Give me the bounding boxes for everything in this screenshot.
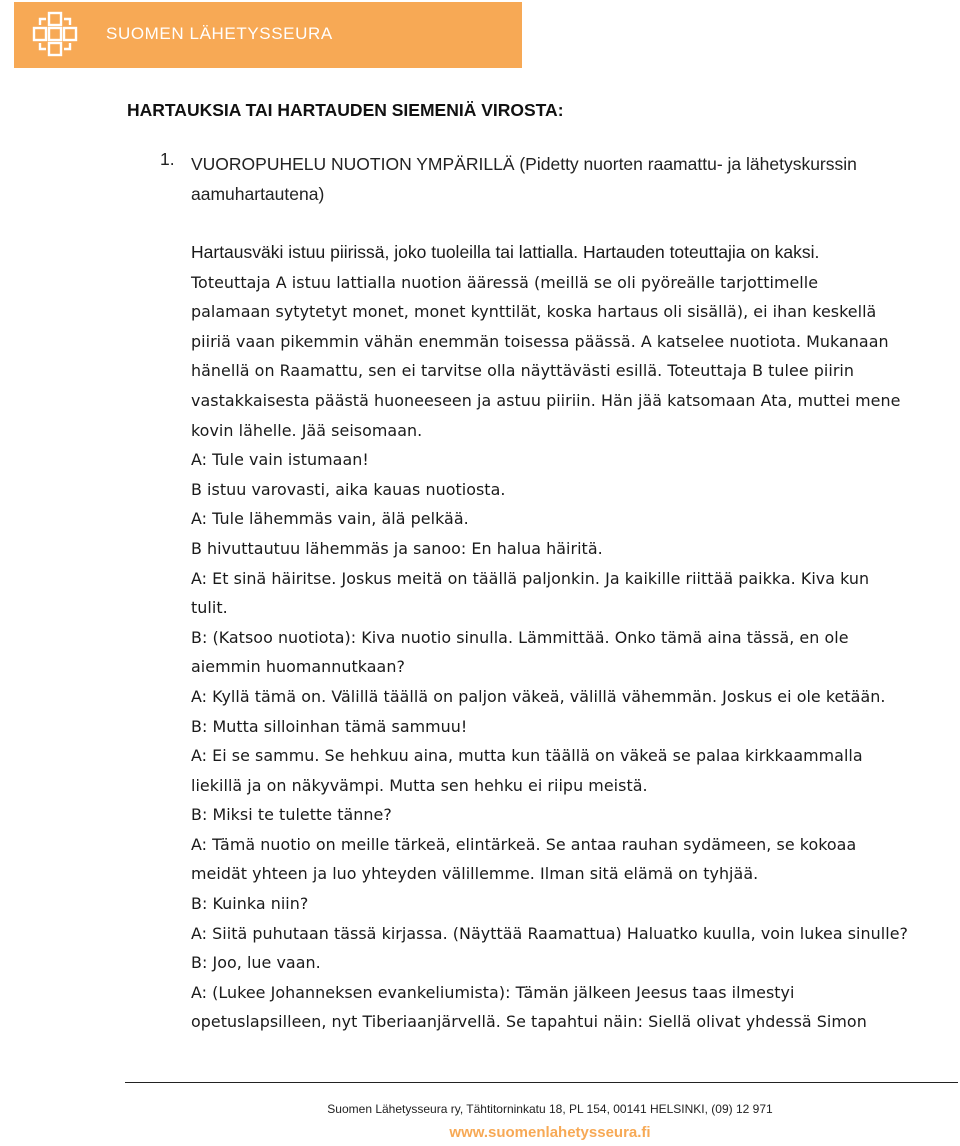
footer-address: Suomen Lähetysseura ry, Tähtitorninkatu 18, PL 154, 00141 HELSINKI, (09) 12 971 <box>327 1102 773 1116</box>
text-line: B: Mutta silloinhan tämä sammuu! <box>191 716 468 736</box>
organization-name: SUOMEN LÄHETYSSEURA <box>106 24 333 43</box>
text-line: Toteuttaja A istuu lattialla nuotion ääressä (meillä se oli pyöreälle tarjottimelle <box>191 272 819 292</box>
text-line: aiemmin huomannutkaan? <box>191 657 405 677</box>
text-line: A: Et sinä häiritse. Joskus meitä on täällä paljonkin. Ja kaikille riittää paikka. Kiva kun <box>191 568 870 588</box>
text-line: A: (Lukee Johanneksen evankeliumista): Tämän jälkeen Jeesus taas ilmestyi <box>191 982 795 1002</box>
text-line: A: Siitä puhutaan tässä kirjassa. (Näyttää Raamattua) Haluatko kuulla, voin lukea sinulle? <box>191 923 909 943</box>
document-heading: HARTAUKSIA TAI HARTAUDEN SIEMENIÄ VIROSTA: <box>127 100 564 120</box>
text-line: B istuu varovasti, aika kauas nuotiosta. <box>191 479 506 499</box>
text-line: B: Joo, lue vaan. <box>191 953 321 973</box>
text-line: B hivuttautuu lähemmäs ja sanoo: En halua häiritä. <box>191 538 603 558</box>
text-line: A: Tämä nuotio on meille tärkeä, elintärkeä. Se antaa rauhan sydämeen, se kokoaa <box>191 834 857 854</box>
text-line: liekillä ja on näkyvämpi. Mutta sen hehku ei riipu meistä. <box>191 775 648 795</box>
document-body <box>191 238 956 1037</box>
text-line: meidät yhteen ja luo yhteyden välillemme. Ilman sitä elämä on tyhjää. <box>191 864 759 884</box>
text-line: A: Tule vain istumaan! <box>191 450 369 470</box>
section-title: VUOROPUHELU NUOTION YMPÄRILLÄ (Pidetty nuorten raamattu- ja lähetyskurssin aamuhartautena) <box>191 154 857 204</box>
text-line: B: Kuinka niin? <box>191 894 309 914</box>
text-line: hänellä on Raamattu, sen ei tarvitse olla näyttävästi esillä. Toteuttaja B tulee piirin <box>191 361 854 381</box>
text-line: B: Miksi te tulette tänne? <box>191 805 392 825</box>
text-line: A: Ei se sammu. Se hehkuu aina, mutta kun täällä on väkeä se palaa kirkkaammalla <box>191 746 863 766</box>
text-line: B: (Katsoo nuotiota): Kiva nuotio sinulla. Lämmittää. Onko tämä aina tässä, en ole <box>191 627 849 647</box>
cross-lattice-logo-icon <box>32 11 78 57</box>
logo-banner <box>14 2 522 68</box>
text-line: opetuslapsilleen, nyt Tiberiaanjärvellä. Se tapahtui näin: Siellä olivat yhdessä Simon <box>191 1012 867 1032</box>
text-line: A: Kyllä tämä on. Välillä täällä on paljon väkeä, välillä vähemmän. Joskus ei ole ketään. <box>191 686 886 706</box>
text-line: vastakkaisesta päästä huoneeseen ja astuu piiriin. Hän jää katsomaan Ata, muttei mene <box>191 390 901 410</box>
text-line: A: Tule lähemmäs vain, älä pelkää. <box>191 509 469 529</box>
section-number: 1. <box>160 149 175 169</box>
text-line: tulit. <box>191 598 228 618</box>
text-line: kovin lähelle. Jää seisomaan. <box>191 420 423 440</box>
text-line: palamaan sytytetyt monet, monet kynttilät, koska hartaus oli sisällä), ei ihan keskellä <box>191 302 877 322</box>
text-line: Hartausväki istuu piirissä, joko tuoleilla tai lattialla. Hartauden toteuttajia on kaksi. <box>191 242 820 262</box>
text-line: piiriä vaan pikemmin vähän enemmän toisessa päässä. A katselee nuotiota. Mukanaan <box>191 331 889 351</box>
footer-website-link[interactable]: www.suomenlahetysseura.fi <box>449 1124 651 1141</box>
footer-divider <box>125 1082 958 1083</box>
